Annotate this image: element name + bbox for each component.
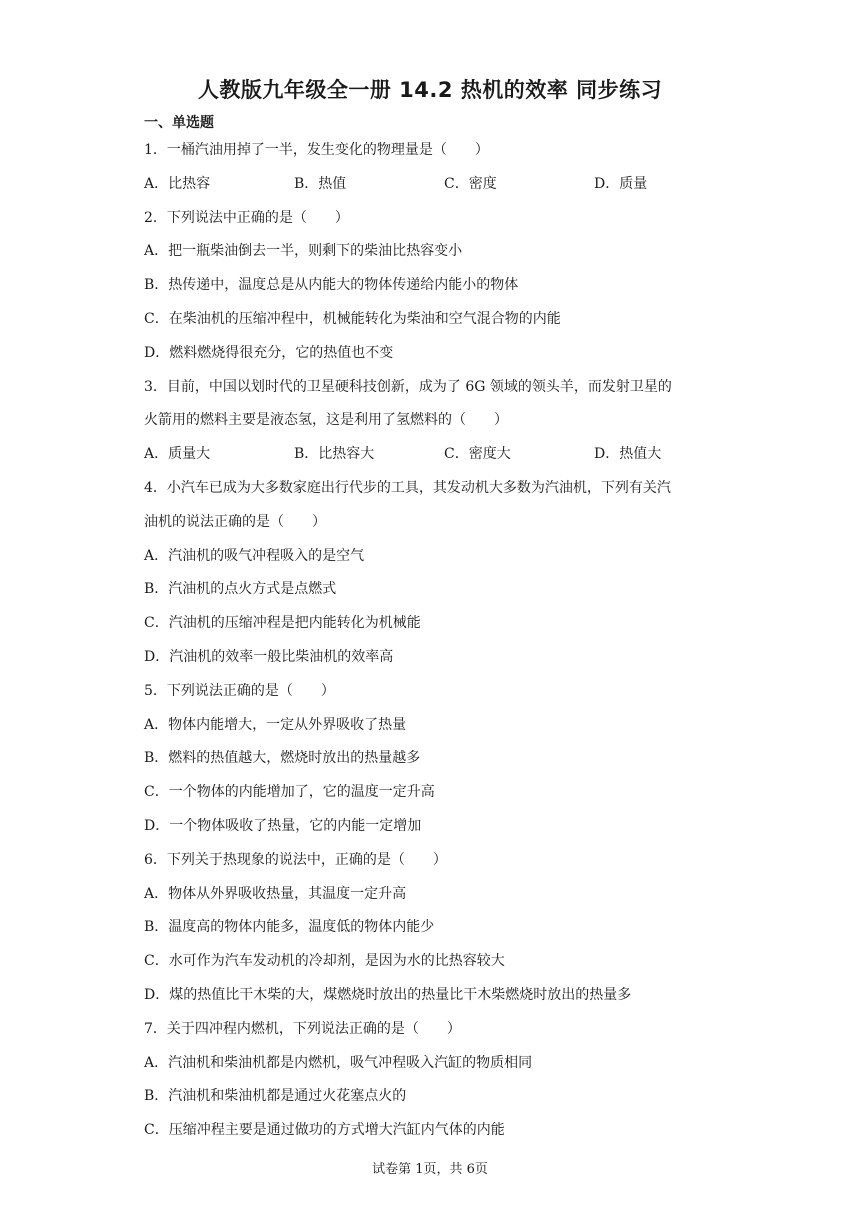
option-item: B．热传递中，温度总是从内能大的物体传递给内能小的物体 (144, 277, 519, 294)
option-item: B．热值 (294, 175, 347, 192)
option-item: C．一个物体的内能增加了，它的温度一定升高 (144, 784, 435, 801)
option-item: C．在柴油机的压缩冲程中，机械能转化为柴油和空气混合物的内能 (144, 310, 561, 327)
option-item: B．汽油机的点火方式是点燃式 (144, 581, 337, 598)
option-item: A．汽油机的吸气冲程吸入的是空气 (144, 547, 365, 564)
option-item: C．密度 (444, 175, 497, 192)
option-item: A．物体从外界吸收热量，其温度一定升高 (144, 885, 407, 902)
option-item: D．燃料燃烧得很充分，它的热值也不变 (144, 344, 394, 361)
option-item: D．质量 (594, 175, 648, 192)
question-stem: 4．小汽车已成为大多数家庭出行代步的工具，其发动机大多数为汽油机，下列有关汽 (144, 479, 671, 496)
option-item: A．汽油机和柴油机都是内燃机，吸气冲程吸入汽缸的物质相同 (144, 1054, 533, 1071)
option-item: C．水可作为汽车发动机的冷却剂，是因为水的比热容较大 (144, 953, 505, 970)
option-item: A．物体内能增大，一定从外界吸收了热量 (144, 716, 407, 733)
option-item: C．汽油机的压缩冲程是把内能转化为机械能 (144, 615, 421, 632)
option-item: D．煤的热值比干木柴的大，煤燃烧时放出的热量比干木柴燃烧时放出的热量多 (144, 986, 632, 1003)
option-item: B．比热容大 (294, 446, 375, 463)
options-row (144, 172, 724, 206)
options-row (144, 442, 724, 476)
question-stem: 2．下列说法中正确的是（ ） (144, 209, 349, 226)
option-item: A．质量大 (144, 446, 211, 463)
question-list (144, 138, 724, 1152)
option-item: B．汽油机和柴油机都是通过火花塞点火的 (144, 1088, 407, 1105)
option-item: A．把一瓶柴油倒去一半，则剩下的柴油比热容变小 (144, 243, 463, 260)
option-item: B．温度高的物体内能多，温度低的物体内能少 (144, 919, 435, 936)
question-stem: 3．目前，中国以划时代的卫星硬科技创新，成为了 6G 领域的领头羊，而发射卫星的 (144, 378, 672, 395)
option-item: B．燃料的热值越大，燃烧时放出的热量越多 (144, 750, 421, 767)
option-item: C．压缩冲程主要是通过做功的方式增大汽缸内气体的内能 (144, 1122, 505, 1139)
option-item: C．密度大 (444, 446, 511, 463)
question-stem: 火箭用的燃料主要是液态氢，这是利用了氢燃料的（ ） (144, 412, 508, 429)
question-stem: 5．下列说法正确的是（ ） (144, 682, 335, 699)
question-stem: 1．一桶汽油用掉了一半，发生变化的物理量是（ ） (144, 142, 489, 158)
page-footer: 试卷第 1页，共 6页 (372, 1162, 488, 1177)
option-item: D．一个物体吸收了热量，它的内能一定增加 (144, 817, 422, 834)
question-stem: 油机的说法正确的是（ ） (144, 513, 326, 530)
page-title: 人教版九年级全一册 14.2 热机的效率 同步练习 (197, 78, 663, 102)
section-heading: 一、单选题 (144, 115, 214, 131)
option-item: D．热值大 (594, 446, 662, 463)
option-item: A．比热容 (144, 175, 211, 192)
question-stem: 6．下列关于热现象的说法中，正确的是（ ） (144, 851, 447, 868)
option-item: D．汽油机的效率一般比柴油机的效率高 (144, 648, 394, 665)
question-stem: 7．关于四冲程内燃机，下列说法正确的是（ ） (144, 1020, 461, 1037)
